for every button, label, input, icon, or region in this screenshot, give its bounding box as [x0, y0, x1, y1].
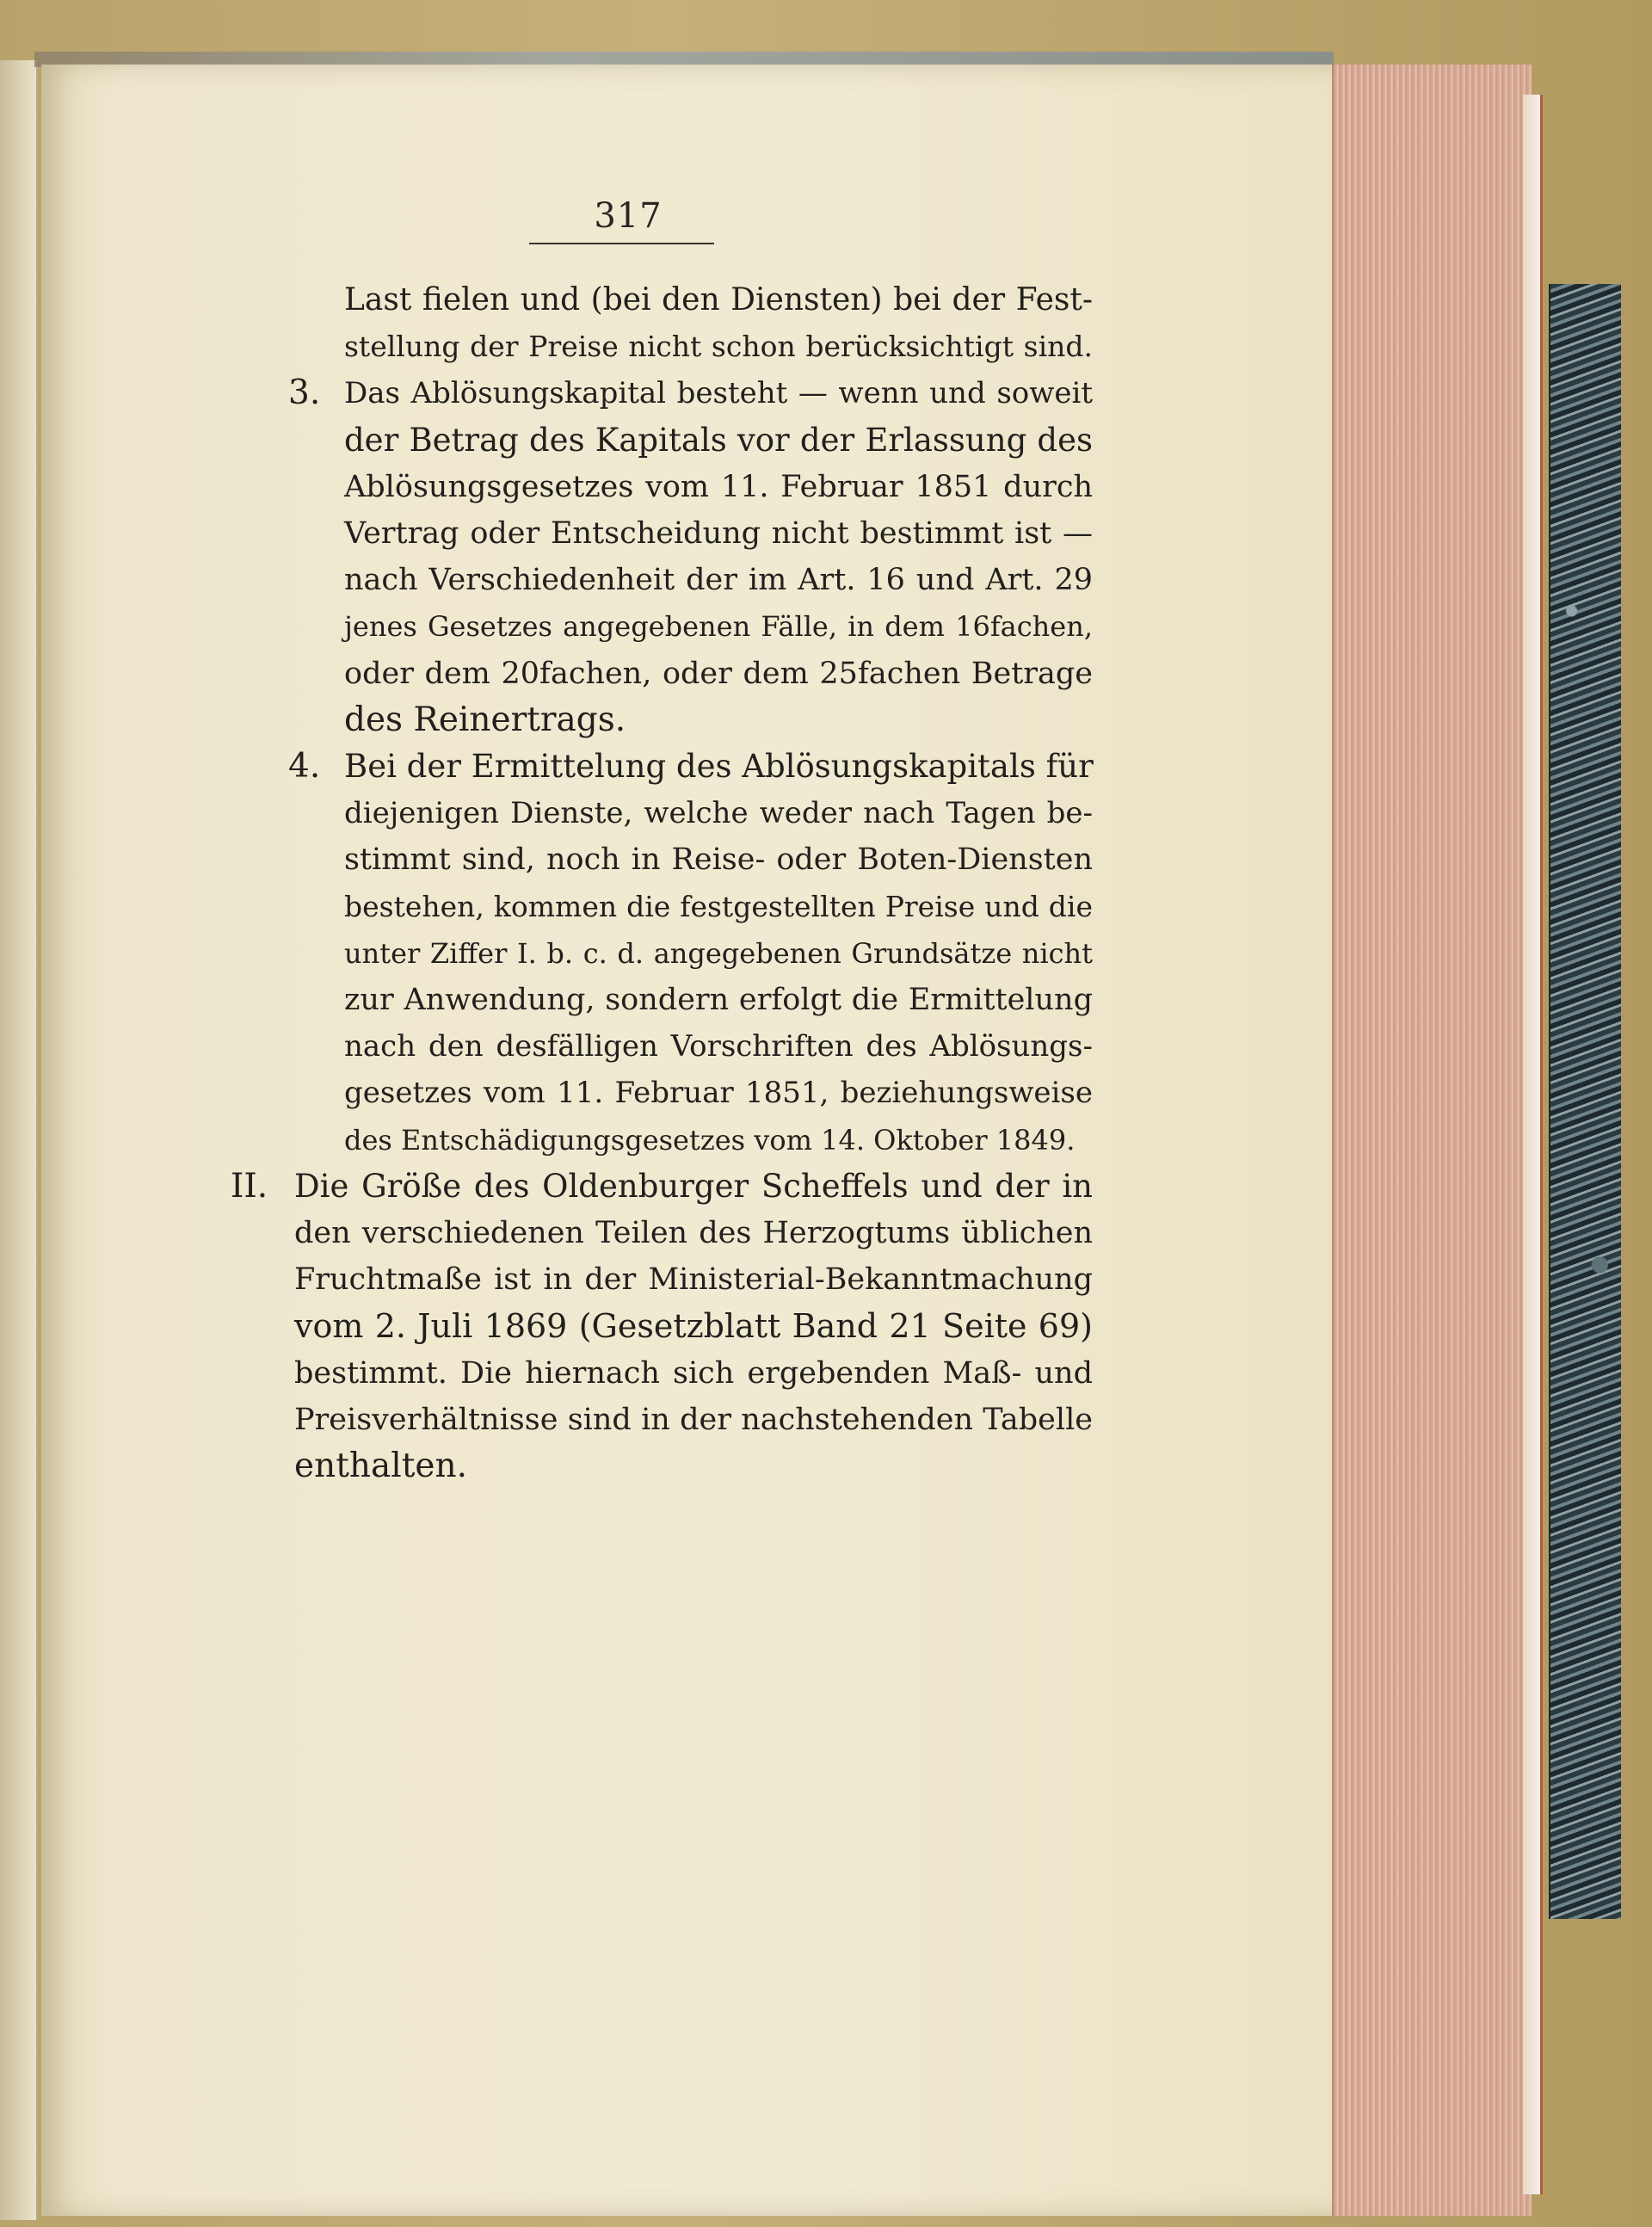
text-line: oder dem 20fachen, oder dem 25fachen Betrage: [344, 657, 1093, 691]
text-line: der Betrag des Kapitals vor der Erlassung des: [344, 422, 1093, 459]
text-line: des Entschädigungsgesetzes vom 14. Oktober 1849.: [344, 1124, 1076, 1157]
text-line: jenes Gesetzes angegebenen Fälle, in dem 16fachen,: [344, 610, 1093, 643]
text-line: enthalten.: [294, 1447, 467, 1485]
list-marker: 4.: [288, 747, 321, 786]
text-line: nach den desfälligen Vorschriften des Ablösungs-: [344, 1029, 1093, 1064]
text-line: Ablösungsgesetzes vom 11. Februar 1851 durch: [344, 470, 1093, 504]
page-number-rule: [529, 243, 714, 244]
section-marker: II.: [231, 1167, 268, 1206]
text-line: Die Größe des Oldenburger Scheffels und der in: [294, 1168, 1093, 1205]
text-line: zur Anwendung, sondern erfolgt die Ermittelung: [344, 983, 1093, 1017]
text-line: stimmt sind, noch in Reise- oder Boten-Diensten: [344, 842, 1093, 877]
text-line: Vertrag oder Entscheidung nicht bestimmt ist —: [344, 516, 1093, 551]
text-line: Last fielen und (bei den Diensten) bei der Fest-: [344, 282, 1093, 318]
left-page-edge: [0, 60, 38, 2220]
text-line: unter Ziffer I. b. c. d. angegebenen Grundsätze nicht: [344, 937, 1093, 970]
page-number: 317: [594, 196, 663, 236]
text-line: vom 2. Juli 1869 (Gesetzblatt Band 21 Seite 69): [294, 1307, 1093, 1345]
page-stack-edges: [1332, 65, 1532, 2216]
text-line: Preisverhältnisse sind in der nachstehenden Tabelle: [294, 1403, 1093, 1437]
text-line: nach Verschiedenheit der im Art. 16 und Art. 29: [344, 563, 1093, 597]
text-line: Das Ablösungskapital besteht — wenn und soweit: [344, 376, 1093, 410]
text-line: des Reinertrags.: [344, 700, 626, 739]
text-line: bestimmt. Die hiernach sich ergebenden Maß- und: [294, 1356, 1093, 1391]
text-line: diejenigen Dienste, welche weder nach Tagen be-: [344, 796, 1093, 830]
page-stack-outer-edge: [1523, 95, 1543, 2194]
text-line: stellung der Preise nicht schon berücksichtigt sind.: [344, 330, 1093, 363]
text-line: den verschiedenen Teilen des Herzogtums üblichen: [294, 1216, 1093, 1250]
list-marker: 3.: [288, 373, 321, 412]
text-line: gesetzes vom 11. Februar 1851, beziehungsweise: [344, 1076, 1093, 1110]
text-line: Fruchtmaße ist in der Ministerial-Bekanntmachung: [294, 1262, 1093, 1297]
text-line: Bei der Ermittelung des Ablösungskapitals für: [344, 748, 1094, 785]
text-line: bestehen, kommen die festgestellten Preise und die: [344, 890, 1093, 923]
marbled-cover-edge: [1549, 284, 1621, 1919]
